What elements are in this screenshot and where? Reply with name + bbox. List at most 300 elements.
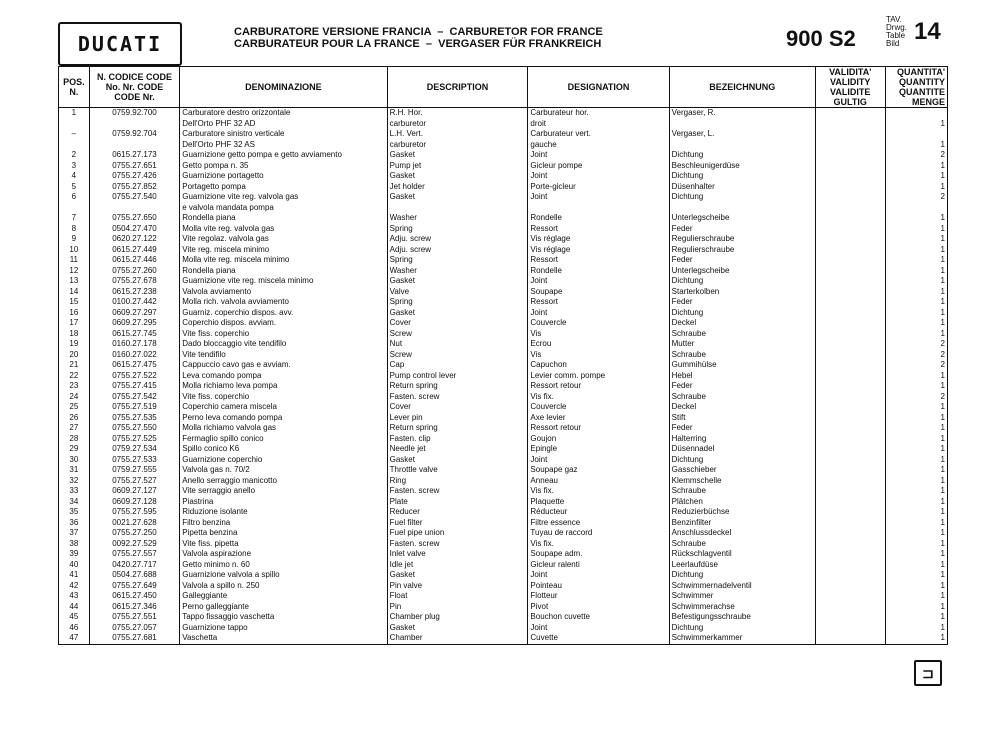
cell-bez	[669, 119, 815, 130]
cell-bez: Dichtung	[669, 308, 815, 319]
cell-dgn: Rondelle	[528, 266, 669, 277]
cell-val	[815, 465, 885, 476]
cell-qty: 1	[885, 213, 947, 224]
cell-qty: 1	[885, 161, 947, 172]
cell-pos: 7	[59, 213, 90, 224]
cell-desc: Chamber plug	[387, 612, 528, 623]
cell-code: 0755.27.415	[89, 381, 180, 392]
cell-code: 0615.27.238	[89, 287, 180, 298]
cell-code: 0755.27.681	[89, 633, 180, 644]
ducati-logo	[58, 22, 182, 66]
cell-dgn: Soupape gaz	[528, 465, 669, 476]
cell-code: 0755.27.527	[89, 476, 180, 487]
cell-bez: Regulierschraube	[669, 234, 815, 245]
cell-qty: 1	[885, 266, 947, 277]
cell-qty: 1	[885, 276, 947, 287]
cell-den: Valvola avviamento	[180, 287, 387, 298]
cell-code: 0759.27.534	[89, 444, 180, 455]
cell-dgn: Soupape	[528, 287, 669, 298]
cell-desc: Plate	[387, 497, 528, 508]
cell-desc: Fasten. screw	[387, 486, 528, 497]
cell-desc: Float	[387, 591, 528, 602]
cell-desc: Gasket	[387, 150, 528, 161]
cell-val	[815, 633, 885, 644]
cell-pos: 2	[59, 150, 90, 161]
cell-code: 0160.27.022	[89, 350, 180, 361]
cell-dgn: Couvercle	[528, 402, 669, 413]
cell-den: Vite fiss. coperchio	[180, 392, 387, 403]
cell-qty: 1	[885, 623, 947, 634]
cell-den: Molla richiamo leva pompa	[180, 381, 387, 392]
cell-val	[815, 350, 885, 361]
col-pos: POS. N.	[59, 67, 90, 108]
title-line-2: CARBURATEUR POUR LA FRANCE – VERGASER FÜR FRANKREICH	[234, 38, 602, 50]
cell-pos: 12	[59, 266, 90, 277]
cell-code	[89, 203, 180, 214]
cell-pos: 46	[59, 623, 90, 634]
cell-code: 0021.27.628	[89, 518, 180, 529]
cell-bez: Anschlussdeckel	[669, 528, 815, 539]
cell-pos: 38	[59, 539, 90, 550]
cell-desc: Gasket	[387, 623, 528, 634]
cell-desc: Gasket	[387, 192, 528, 203]
table-row	[59, 339, 948, 350]
cell-den: Guarnizione tappo	[180, 623, 387, 634]
cell-bez: Dichtung	[669, 455, 815, 466]
cell-den: Valvola a spillo n. 250	[180, 581, 387, 592]
cell-den: Vite tendifilo	[180, 350, 387, 361]
cell-den: Vite fiss. coperchio	[180, 329, 387, 340]
cell-qty: 1	[885, 255, 947, 266]
cell-dgn: Vis réglage	[528, 234, 669, 245]
cell-qty: 1	[885, 539, 947, 550]
cell-den: Dell'Orto PHF 32 AS	[180, 140, 387, 151]
cell-dgn: Réducteur	[528, 507, 669, 518]
tav-label-4: Bild	[886, 39, 900, 48]
cell-val	[815, 255, 885, 266]
cell-pos: 35	[59, 507, 90, 518]
cell-pos: 19	[59, 339, 90, 350]
cell-qty: 1	[885, 245, 947, 256]
tav-number: 14	[914, 18, 941, 45]
cell-bez: Feder	[669, 423, 815, 434]
cell-dgn: Ecrou	[528, 339, 669, 350]
cell-val	[815, 161, 885, 172]
table-row	[59, 108, 948, 119]
cell-qty: 1	[885, 171, 947, 182]
cell-val	[815, 507, 885, 518]
cell-bez: Vergaser, R.	[669, 108, 815, 119]
cell-den: Vite reg. miscela minimo	[180, 245, 387, 256]
cell-dgn: Joint	[528, 623, 669, 634]
cell-val	[815, 171, 885, 182]
cell-dgn: Joint	[528, 192, 669, 203]
cell-pos: 45	[59, 612, 90, 623]
cell-den: Perno galleggiante	[180, 602, 387, 613]
table-row	[59, 224, 948, 235]
table-row	[59, 486, 948, 497]
cell-code	[89, 119, 180, 130]
cell-code: 0759.92.704	[89, 129, 180, 140]
cell-den: Pipetta benzina	[180, 528, 387, 539]
cell-desc: Cover	[387, 402, 528, 413]
cell-pos: 16	[59, 308, 90, 319]
cell-val	[815, 392, 885, 403]
cell-dgn: Anneau	[528, 476, 669, 487]
cell-desc: Ring	[387, 476, 528, 487]
cell-pos: 41	[59, 570, 90, 581]
cell-bez: Plätchen	[669, 497, 815, 508]
cell-bez: Deckel	[669, 318, 815, 329]
cell-pos: 32	[59, 476, 90, 487]
cell-bez: Schraube	[669, 350, 815, 361]
cell-code: 0755.27.649	[89, 581, 180, 592]
table-row	[59, 570, 948, 581]
table-header-row	[59, 67, 948, 108]
cell-code: 0759.92.700	[89, 108, 180, 119]
cell-dgn: Ressort	[528, 255, 669, 266]
table-row	[59, 413, 948, 424]
cell-dgn: Axe levier	[528, 413, 669, 424]
cell-qty: 2	[885, 360, 947, 371]
cell-dgn: Levier comm. pompe	[528, 371, 669, 382]
cell-code: 0755.27.550	[89, 423, 180, 434]
cell-code: 0615.27.446	[89, 255, 180, 266]
table-row	[59, 507, 948, 518]
cell-bez: Reduzierbüchse	[669, 507, 815, 518]
table-row	[59, 119, 948, 130]
cell-qty: 1	[885, 381, 947, 392]
cell-val	[815, 486, 885, 497]
cell-bez: Schraube	[669, 486, 815, 497]
cell-code: 0615.27.449	[89, 245, 180, 256]
table-row	[59, 140, 948, 151]
cell-dgn: Ressort retour	[528, 423, 669, 434]
cell-code: 0755.27.250	[89, 528, 180, 539]
cell-val	[815, 108, 885, 119]
tav-label-1: TAV.	[886, 15, 902, 24]
cell-bez: Rückschlagventil	[669, 549, 815, 560]
cell-den: Getto pompa n. 35	[180, 161, 387, 172]
col-designation: DESIGNATION	[528, 67, 669, 108]
table-row	[59, 266, 948, 277]
cell-code: 0755.27.595	[89, 507, 180, 518]
cell-code: 0755.27.551	[89, 612, 180, 623]
cell-code	[89, 140, 180, 151]
table-row	[59, 623, 948, 634]
cell-code: 0100.27.442	[89, 297, 180, 308]
cell-code: 0160.27.178	[89, 339, 180, 350]
cell-qty: 1	[885, 234, 947, 245]
cell-val	[815, 581, 885, 592]
cell-pos: 21	[59, 360, 90, 371]
table-row	[59, 350, 948, 361]
col-validita: VALIDITA' VALIDITY VALIDITE GULTIG	[815, 67, 885, 108]
cell-dgn: Filtre essence	[528, 518, 669, 529]
col-denominazione: DENOMINAZIONE	[180, 67, 387, 108]
cell-desc: Fasten. screw	[387, 539, 528, 550]
cell-qty: 1	[885, 518, 947, 529]
cell-dgn: Vis fix.	[528, 392, 669, 403]
cell-dgn: Pivot	[528, 602, 669, 613]
cell-bez: Schwimmerachse	[669, 602, 815, 613]
table-row	[59, 444, 948, 455]
cell-bez: Regulierschraube	[669, 245, 815, 256]
cell-qty: 1	[885, 591, 947, 602]
cell-qty: 1	[885, 602, 947, 613]
cell-pos: 22	[59, 371, 90, 382]
cell-qty: 1	[885, 612, 947, 623]
cell-val	[815, 329, 885, 340]
cell-pos: 11	[59, 255, 90, 266]
cell-pos: –	[59, 129, 90, 140]
cell-code: 0609.27.297	[89, 308, 180, 319]
cell-pos: 47	[59, 633, 90, 644]
cell-dgn: Pointeau	[528, 581, 669, 592]
cell-qty: 1	[885, 318, 947, 329]
cell-dgn: Carburateur hor.	[528, 108, 669, 119]
table-row	[59, 560, 948, 571]
cell-code: 0615.27.346	[89, 602, 180, 613]
cell-code: 0755.27.540	[89, 192, 180, 203]
cell-bez: Feder	[669, 224, 815, 235]
cell-dgn: Carburateur vert.	[528, 129, 669, 140]
cell-val	[815, 308, 885, 319]
cell-den: Filtro benzina	[180, 518, 387, 529]
cell-qty: 1	[885, 560, 947, 571]
table-row	[59, 549, 948, 560]
cell-bez: Schwimmerkammer	[669, 633, 815, 644]
cell-desc: Reducer	[387, 507, 528, 518]
cell-desc: Gasket	[387, 308, 528, 319]
cell-pos: 26	[59, 413, 90, 424]
tav-label-3: Table	[886, 31, 906, 40]
table-row	[59, 602, 948, 613]
cell-desc: Nut	[387, 339, 528, 350]
cell-val	[815, 297, 885, 308]
cell-val	[815, 245, 885, 256]
cell-val	[815, 371, 885, 382]
cell-den: Molla vite reg. miscela minimo	[180, 255, 387, 266]
cell-code: 0755.27.426	[89, 171, 180, 182]
cell-pos: 8	[59, 224, 90, 235]
cell-val	[815, 381, 885, 392]
table-row	[59, 455, 948, 466]
cell-den: Molla richiamo valvola gas	[180, 423, 387, 434]
cell-bez: Beschleunigerdüse	[669, 161, 815, 172]
cell-desc: carburetor	[387, 140, 528, 151]
cell-pos	[59, 203, 90, 214]
table-row	[59, 245, 948, 256]
cell-den: Vite serraggio anello	[180, 486, 387, 497]
cell-dgn: Vis réglage	[528, 245, 669, 256]
cell-pos: 34	[59, 497, 90, 508]
cell-qty	[885, 108, 947, 119]
cell-qty: 1	[885, 528, 947, 539]
col-bezeichnung: BEZEICHNUNG	[669, 67, 815, 108]
cell-dgn: Capuchon	[528, 360, 669, 371]
col-quantita: QUANTITA' QUANTITY QUANTITE MENGE	[885, 67, 947, 108]
table-row	[59, 287, 948, 298]
cell-val	[815, 455, 885, 466]
cell-val	[815, 444, 885, 455]
cell-code: 0609.27.127	[89, 486, 180, 497]
cell-val	[815, 423, 885, 434]
cell-val	[815, 591, 885, 602]
cell-bez: Düsennadel	[669, 444, 815, 455]
cell-val	[815, 518, 885, 529]
table-row	[59, 360, 948, 371]
cell-bez: Düsenhalter	[669, 182, 815, 193]
cell-code: 0615.27.745	[89, 329, 180, 340]
table-row	[59, 633, 948, 644]
cell-dgn: Bouchon cuvette	[528, 612, 669, 623]
cell-dgn: Tuyau de raccord	[528, 528, 669, 539]
cell-desc: Inlet valve	[387, 549, 528, 560]
parts-table	[58, 66, 948, 645]
cell-desc: Lever pin	[387, 413, 528, 424]
cell-qty: 2	[885, 150, 947, 161]
cell-bez: Vergaser, L.	[669, 129, 815, 140]
cell-qty: 1	[885, 371, 947, 382]
model-name: 900 S2	[786, 26, 856, 51]
cell-code: 0755.27.535	[89, 413, 180, 424]
cell-pos: 33	[59, 486, 90, 497]
table-row	[59, 171, 948, 182]
logo-text: DUCATI	[77, 32, 163, 56]
cell-den: Dado bloccaggio vite tendifilo	[180, 339, 387, 350]
cell-code: 0755.27.557	[89, 549, 180, 560]
cell-desc: Return spring	[387, 381, 528, 392]
cell-desc: Idle jet	[387, 560, 528, 571]
table-row	[59, 497, 948, 508]
cell-pos: 44	[59, 602, 90, 613]
cell-val	[815, 150, 885, 161]
table-row	[59, 234, 948, 245]
cell-code: 0755.27.852	[89, 182, 180, 193]
table-row	[59, 276, 948, 287]
cell-val	[815, 360, 885, 371]
page-header	[58, 8, 948, 63]
cell-dgn: Vis	[528, 350, 669, 361]
cell-bez: Feder	[669, 381, 815, 392]
cell-bez: Benzinfilter	[669, 518, 815, 529]
table-row	[59, 129, 948, 140]
cell-den: Leva comando pompa	[180, 371, 387, 382]
cell-code: 0092.27.529	[89, 539, 180, 550]
cell-den: Coperchio camera miscela	[180, 402, 387, 413]
table-row	[59, 297, 948, 308]
cell-code: 0420.27.717	[89, 560, 180, 571]
cell-pos: 31	[59, 465, 90, 476]
cell-val	[815, 276, 885, 287]
cell-val	[815, 129, 885, 140]
cell-qty: 1	[885, 497, 947, 508]
cell-den: Vite regolaz. valvola gas	[180, 234, 387, 245]
table-row	[59, 591, 948, 602]
cell-qty: 1	[885, 581, 947, 592]
cell-pos: 40	[59, 560, 90, 571]
cell-qty: 2	[885, 350, 947, 361]
table-row	[59, 213, 948, 224]
cell-qty: 2	[885, 392, 947, 403]
cell-qty: 1	[885, 476, 947, 487]
cell-desc: Gasket	[387, 276, 528, 287]
cell-desc: Throttle valve	[387, 465, 528, 476]
cell-dgn: Gicleur pompe	[528, 161, 669, 172]
tav-label-2: Drwg.	[886, 23, 907, 32]
table-row	[59, 371, 948, 382]
cell-qty: 1	[885, 182, 947, 193]
cell-dgn: gauche	[528, 140, 669, 151]
cell-desc: carburetor	[387, 119, 528, 130]
cell-dgn: Porte-gicleur	[528, 182, 669, 193]
cell-val	[815, 549, 885, 560]
cell-den: Cappuccio cavo gas e avviam.	[180, 360, 387, 371]
cell-desc: Needle jet	[387, 444, 528, 455]
cell-pos: 13	[59, 276, 90, 287]
title-line-1: CARBURATORE VERSIONE FRANCIA – CARBURETOR FOR FRANCE	[234, 26, 603, 38]
cell-den: e valvola mandata pompa	[180, 203, 387, 214]
cell-qty: 1	[885, 329, 947, 340]
cell-qty: 1	[885, 308, 947, 319]
cell-code: 0504.27.470	[89, 224, 180, 235]
cell-bez	[669, 203, 815, 214]
table-row	[59, 255, 948, 266]
cell-bez: Klemmschelle	[669, 476, 815, 487]
cell-bez: Feder	[669, 297, 815, 308]
table-row	[59, 581, 948, 592]
cell-val	[815, 266, 885, 277]
cell-pos: 5	[59, 182, 90, 193]
cell-pos: 42	[59, 581, 90, 592]
cell-den: Getto minimo n. 60	[180, 560, 387, 571]
cell-desc: Cap	[387, 360, 528, 371]
cell-pos: 3	[59, 161, 90, 172]
cell-den: Carburatore sinistro verticale	[180, 129, 387, 140]
cell-desc: Gasket	[387, 570, 528, 581]
cell-pos: 43	[59, 591, 90, 602]
cell-code: 0755.27.651	[89, 161, 180, 172]
table-row	[59, 318, 948, 329]
cell-desc: L.H. Vert.	[387, 129, 528, 140]
cell-den: Valvola aspirazione	[180, 549, 387, 560]
cell-val	[815, 528, 885, 539]
cell-bez: Schwimmernadelventil	[669, 581, 815, 592]
cell-dgn: Joint	[528, 455, 669, 466]
cell-qty: 1	[885, 287, 947, 298]
cell-bez: Deckel	[669, 402, 815, 413]
cell-dgn: Rondelle	[528, 213, 669, 224]
cell-pos: 9	[59, 234, 90, 245]
cell-desc: Fasten. clip	[387, 434, 528, 445]
table-row	[59, 381, 948, 392]
cell-den: Fermaglio spillo conico	[180, 434, 387, 445]
cell-bez: Stift	[669, 413, 815, 424]
cell-qty: 2	[885, 339, 947, 350]
cell-den: Guarnizione vite reg. valvola gas	[180, 192, 387, 203]
cell-code: 0615.27.173	[89, 150, 180, 161]
cell-qty: 1	[885, 633, 947, 644]
cell-val	[815, 612, 885, 623]
cell-code: 0755.27.057	[89, 623, 180, 634]
cell-pos: 36	[59, 518, 90, 529]
cell-dgn: Joint	[528, 171, 669, 182]
cell-den: Dell'Orto PHF 32 AD	[180, 119, 387, 130]
cell-pos: 14	[59, 287, 90, 298]
cell-desc: Washer	[387, 213, 528, 224]
cell-desc: Pump jet	[387, 161, 528, 172]
